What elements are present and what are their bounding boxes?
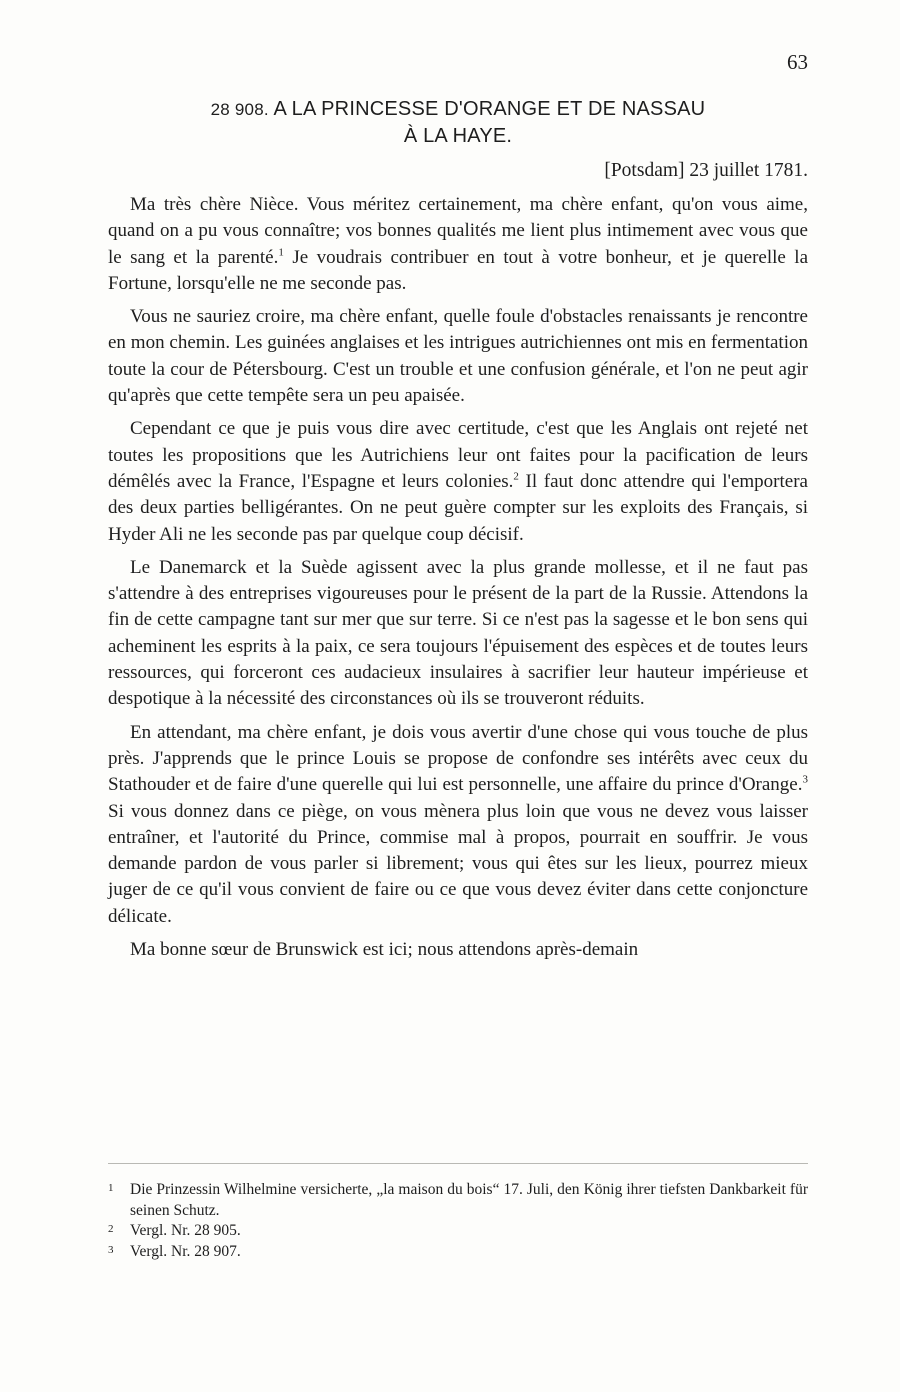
paragraph-text: En attendant, ma chère enfant, je dois vous avertir d'une chose qui vous touche de plus près. J'apprends que le prince Louis se propose de confondre ses intérêts avec ceux du Stathouder et de faire d'une querelle qui lui est personnelle, une affaire du prince d'Orange. [108,721,808,796]
footnote [108,1242,808,1263]
footnote [108,1221,808,1242]
paragraph-text: Cependant ce que je puis vous dire avec certitude, c'est que les Anglais ont rejeté net toutes les propositions que les Autrichiens leur ont faites pour la pacification de leurs démêlés avec la France, l'Espagne et leurs colonies. [108,418,808,492]
footnote [108,1180,808,1221]
footnote-reference: 3 [802,773,808,786]
paragraph-text: Le Danemarck et la Suède agissent avec la plus grande mollesse, et il ne faut pas s'attendre à des entreprises vigoureuses pour le présent de la part de la Russie. Attendons la fin de cette campagne tant sur mer que sur terre. Si ce n'est pas la sagesse et le bon sens qui acheminent les esprits à la paix, ce sera toujours l'épuisement des espèces et de toutes leurs ressources, qui forceront ces audacieux insulaires à sacrifier leur hauteur impérieuse et despotique à la nécessité des circonstances où ils se trouveront réduits. [108,556,808,710]
letter-heading [108,96,808,149]
footnote-mark: 3 [108,1243,114,1256]
footnote-mark: 1 [108,1182,114,1194]
paragraph-text: Ma très chère Nièce. Vous méritez certainement, ma chère enfant, qu'on vous aime, quand on a pu vous connaître; vos bonnes qualités me lient plus intimement avec vous que le sang et la parenté. [108,194,808,268]
letter-number: 28 908. [210,100,269,119]
footnote-text: Vergl. Nr. 28 907. [130,1242,241,1260]
paragraph-text: Il faut donc attendre qui l'emportera des deux parties belligérantes. On ne peut guère compter sur les exploits des Français, si Hyder Ali ne les seconde pas par quelque coup décisif. [108,470,808,545]
footnote-text: Vergl. Nr. 28 905. [130,1222,241,1239]
paragraph [108,555,808,713]
footnote-reference: 2 [513,470,519,483]
paragraph-text: Je voudrais contribuer en tout à votre bonheur, et je querelle la Fortune, lorsqu'elle ne me seconde pas. [108,246,808,294]
paragraph [108,720,808,930]
paragraph-text: Vous ne sauriez croire, ma chère enfant, quelle foule d'obstacles renaissants je rencontre en mon chemin. Les guinées anglaises et les intrigues autrichiennes ont mis en fermentation toute la cour de Pétersbourg. C'est un trouble et une confusion générale, et l'on ne peut agir qu'après que cette tempête sera un peu apaisée. [108,306,808,407]
letter-body [108,192,808,970]
page-number: 63 [787,50,808,74]
paragraph [108,304,808,409]
letter-title-line-2: À LA HAYE. [403,125,513,147]
footnote-divider [108,1163,808,1164]
footnote-text: Die Prinzessin Wilhelmine versicherte, „la maison du bois“ 17. Juli, den König ihrer tiefsten Dankbarkeit für seinen Schutz. [130,1181,808,1219]
letter-heading-line-1 [108,96,808,123]
footnote-reference: 1 [278,246,284,259]
paragraph-text: Si vous donnez dans ce piège, on vous mènera plus loin que vous ne devez vous laisser entraîner, et l'autorité du Prince, commise mal à propos, pourrait en souffrir. Je vous demande pardon de vous parler si librement; vous qui êtes sur les lieux, pourrez mieux juger de ce qu'il vous convient de faire ou ce que vous devez éviter dans cette conjoncture délicate. [108,800,808,927]
paragraph [108,192,808,297]
paragraph-text: Ma bonne sœur de Brunswick est ici; nous attendons après-demain [130,939,639,961]
paragraph [108,416,808,547]
footnote-mark: 2 [108,1223,114,1235]
footnotes [108,1180,808,1262]
letter-dateline: [Potsdam] 23 juillet 1781. [604,160,808,181]
letter-title-line-1: A LA PRINCESSE D'ORANGE ET DE NASSAU [273,98,706,120]
paragraph [108,937,808,963]
